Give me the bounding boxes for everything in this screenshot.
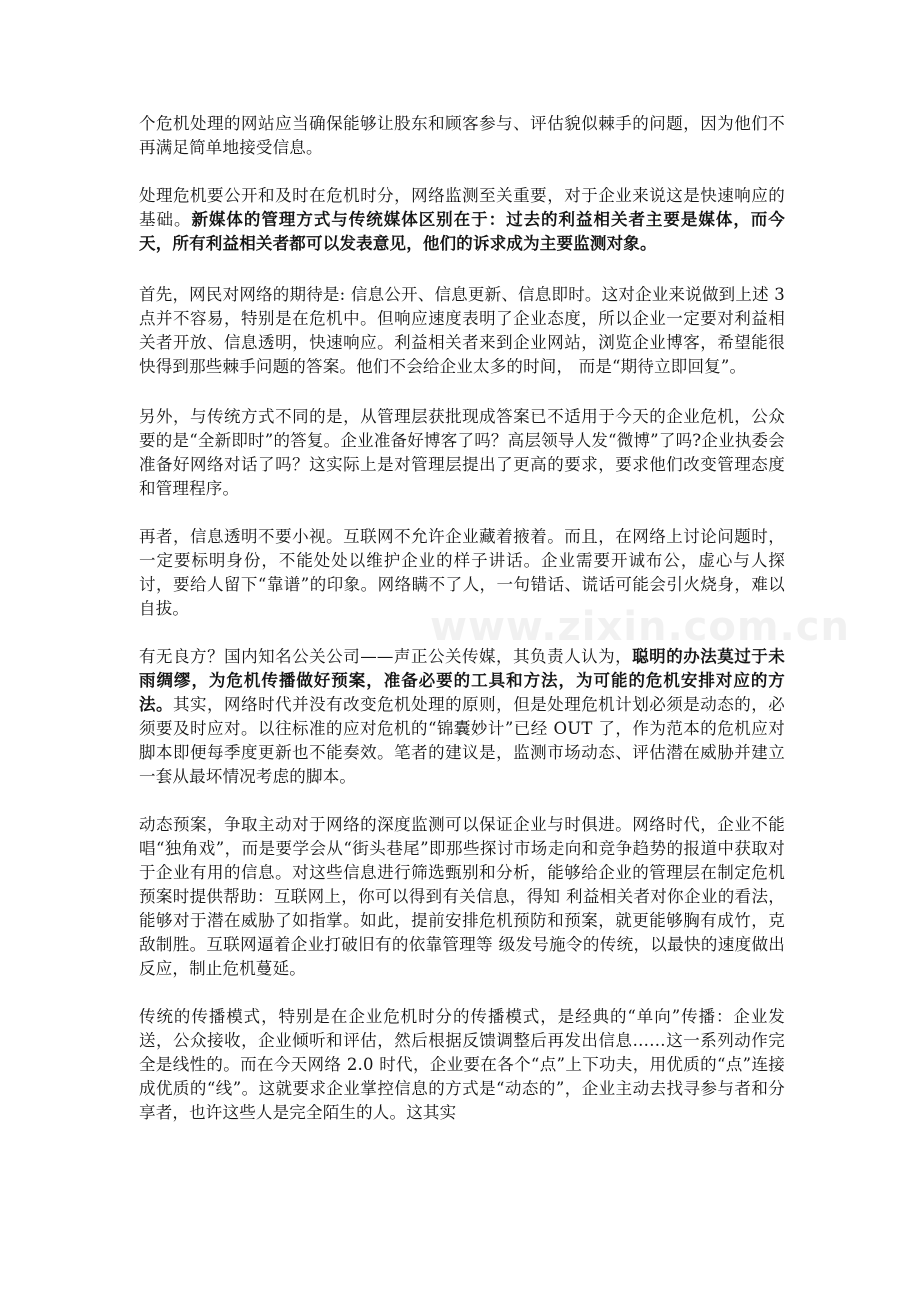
paragraph-3-text: 首先，网民对网络的期待是: 信息公开、信息更新、信息即时。这对企业来说做到上述 3 点并不容易，特别是在危机中。但响应速度表明了企业态度，所以企业一定要对利益相关者开放、信息透明，快速响应。利益相关者来到企业网站，浏览企业博客，希望能很快得到那些棘手问题的答案。他们不会给企业太多的时间， 而是“期待立即回复”。 bbox=[139, 285, 785, 376]
paragraph-2 bbox=[139, 184, 785, 256]
paragraph-3 bbox=[139, 283, 785, 379]
paragraph-6-bold-text: 聪明的办法莫过于未雨绸缪，为危机传播做好预案，准备必要的工具和方法，为可能的危机安排对应的方法。 bbox=[139, 647, 785, 714]
paragraph-6-text: 有无良方？国内知名公关公司——声正公关传媒，其负责人认为， bbox=[139, 647, 633, 666]
paragraph-5 bbox=[139, 525, 785, 621]
paragraph-4 bbox=[139, 405, 785, 501]
paragraph-2-text: 处理危机要公开和及时在危机时分，网络监测至关重要，对于企业来说这是快速响应的基础。 bbox=[139, 186, 785, 229]
paragraph-2-bold-text: 新媒体的管理方式与传统媒体区别在于：过去的利益相关者主要是媒体，而今天，所有利益相关者都可以发表意见，他们的诉求成为主要监测对象。 bbox=[139, 210, 785, 253]
paragraph-5-text: 再者，信息透明不要小视。互联网不允许企业藏着掖着。而且，在网络上讨论问题时，一定要标明身份，不能处处以维护企业的样子讲话。企业需要开诚布公，虚心与人探讨，要给人留下“靠谱”的印象。网络瞒不了人，一句错话、谎话可能会引火烧身，难以自拔。 bbox=[139, 527, 785, 618]
paragraph-4-text: 另外，与传统方式不同的是，从管理层获批现成答案已不适用于今天的企业危机，公众要的是“全新即时”的答复。企业准备好博客了吗？高层领导人发“微博”了吗?企业执委会准备好网络对话了吗？这实际上是对管理层提出了更高的要求，要求他们改变管理态度和管理程序。 bbox=[139, 407, 785, 498]
paragraph-8-text: 传统的传播模式，特别是在企业危机时分的传播模式，是经典的“单向”传播：企业发送，公众接收，企业倾听和评估，然后根据反馈调整后再发出信息……这一系列动作完全是线性的。而在今天网络 2.0 时代，企业要在各个“点”上下功夫，用优质的“点”连接成优质的“线”。这就要求企业掌控信息的方式是“动态的”，企业主动去找寻参与者和分享者，也许这些人是完全陌生的人。这其实 bbox=[139, 1007, 785, 1122]
paragraph-6 bbox=[139, 645, 785, 789]
paragraph-7 bbox=[139, 813, 785, 981]
document-body bbox=[139, 112, 785, 1149]
paragraph-8 bbox=[139, 1005, 785, 1125]
paragraph-6-text-end: 其实，网络时代并没有改变危机处理的原则，但是处理危机计划必须是动态的，必须要及时应对。以往标准的应对危机的“锦囊妙计”已经 OUT 了，作为范本的危机应对脚本即便每季度更新也不能奏效。笔者的建议是，监测市场动态、评估潜在威胁并建立一套从最坏情况考虑的脚本。 bbox=[139, 695, 786, 786]
paragraph-1-text: 个危机处理的网站应当确保能够让股东和顾客参与、评估貌似棘手的问题，因为他们不再满足简单地接受信息。 bbox=[139, 114, 785, 157]
paragraph-7-text: 动态预案，争取主动对于网络的深度监测可以保证企业与时俱进。网络时代，企业不能唱“独角戏”，而是要学会从“街头巷尾”即那些探讨市场走向和竞争趋势的报道中获取对于企业有用的信息。对这些信息进行筛选甄别和分析，能够给企业的管理层在制定危机预案时提供帮助：互联网上，你可以得到有关信息，得知 利益相关者对你企业的看法，能够对于潜在威胁了如指掌。如此，提前安排危机预防和预案，就更能够胸有成竹，克敌制胜。互联网逼着企业打破旧有的依靠管理等 级发号施令的传统，以最快的速度做出反应，制止危机蔓延。 bbox=[139, 815, 785, 978]
watermark: www.zixin.com.cn bbox=[430, 604, 850, 650]
paragraph-1 bbox=[139, 112, 785, 160]
